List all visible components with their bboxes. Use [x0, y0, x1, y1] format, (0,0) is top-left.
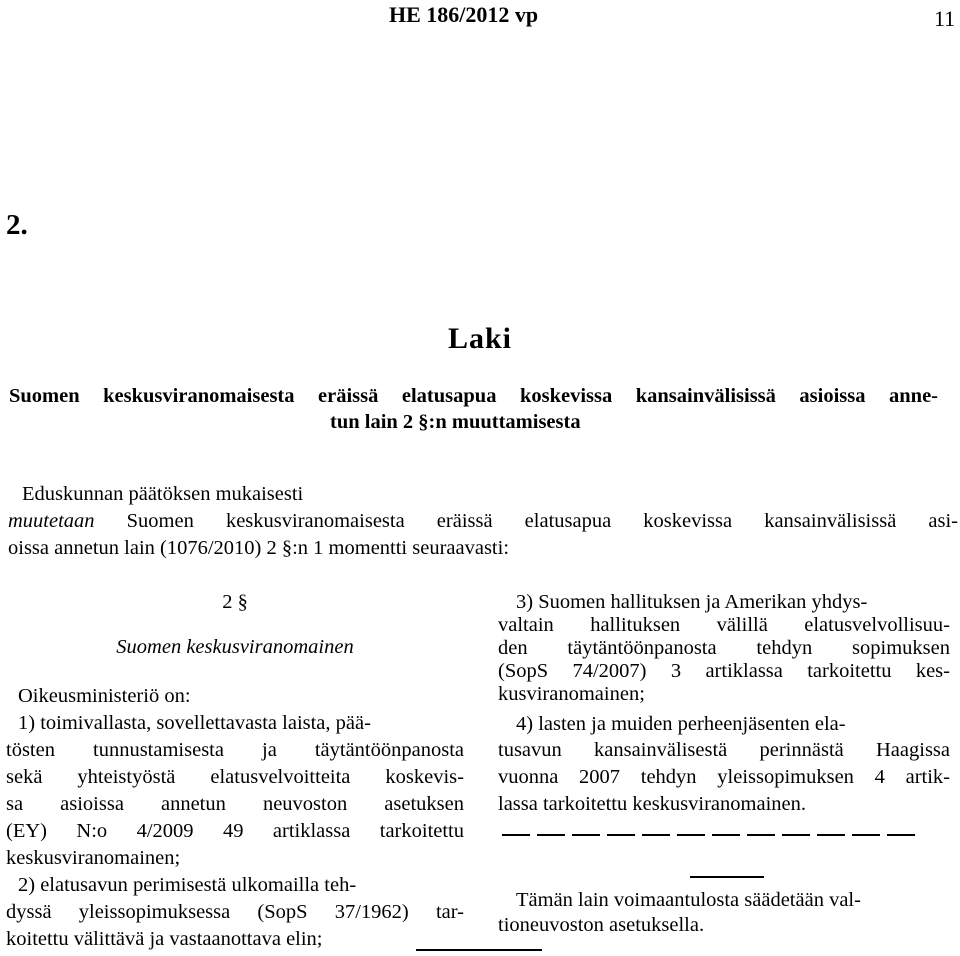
- separator-line: [690, 876, 764, 878]
- dash: [502, 834, 530, 836]
- left-column-line: tösten tunnustamisesta ja täytäntöönpanosta: [6, 739, 464, 761]
- section-number: 2 §: [222, 591, 248, 613]
- dash: [782, 834, 810, 836]
- entry-into-force-line: tioneuvoston asetuksella.: [498, 914, 705, 936]
- law-subtitle-line: Suomen keskusviranomaisesta eräissä elatusapua koskevissa kansainvälisissä asioissa anne-: [9, 385, 938, 407]
- left-column-line: (EY) N:o 4/2009 49 artiklassa tarkoitettu: [6, 820, 464, 842]
- right-column-line: 3) Suomen hallituksen ja Amerikan yhdys-: [516, 591, 868, 613]
- dash: [607, 834, 635, 836]
- right-column-line: vuonna 2007 tehdyn yleissopimuksen 4 artik-: [498, 766, 950, 788]
- dash: [572, 834, 600, 836]
- right-column-line: 4) lasten ja muiden perheenjäsenten ela-: [516, 713, 846, 735]
- dash: [852, 834, 880, 836]
- enactment-clause: Eduskunnan päätöksen mukaisesti: [22, 483, 304, 505]
- document-id: HE 186/2012 vp: [389, 2, 539, 27]
- page-number: 11: [934, 6, 956, 31]
- proposal-number: 2.: [6, 209, 28, 241]
- dash: [537, 834, 565, 836]
- dash: [712, 834, 740, 836]
- amendment-clause-end: oissa annetun lain (1076/2010) 2 §:n 1 momentti seuraavasti:: [8, 537, 510, 559]
- dash: [642, 834, 670, 836]
- amendment-clause: [8, 510, 958, 532]
- right-column-line: lassa tarkoitettu keskusviranomainen.: [498, 793, 806, 815]
- left-column-line: keskusviranomainen;: [6, 847, 181, 869]
- right-column-line: kusviranomainen;: [498, 683, 645, 705]
- amendment-verb: muutetaan: [8, 510, 95, 532]
- left-column-line: sa asioissa annetun neuvoston asetuksen: [6, 793, 464, 815]
- end-rule: [416, 949, 542, 951]
- dash: [747, 834, 775, 836]
- section-heading: Suomen keskusviranomainen: [116, 636, 354, 658]
- dash: [677, 834, 705, 836]
- right-column-line: (SopS 74/2007) 3 artiklassa tarkoitettu kes-: [498, 660, 950, 682]
- left-column-line: Oikeusministeriö on:: [18, 685, 191, 707]
- right-column-line: valtain hallituksen välillä elatusvelvollisuu-: [498, 614, 950, 636]
- left-column-line: 1) toimivallasta, sovellettavasta laista, pää-: [18, 712, 371, 734]
- right-column-line: den täytäntöönpanosta tehdyn sopimuksen: [498, 637, 950, 659]
- left-column-line: koitettu välittävä ja vastaanottava elin;: [6, 928, 323, 950]
- left-column-line: dyssä yleissopimuksessa (SopS 37/1962) tar-: [6, 901, 464, 923]
- law-subtitle-line: tun lain 2 §:n muuttamisesta: [330, 411, 581, 433]
- dash: [817, 834, 845, 836]
- left-column-line: 2) elatusavun perimisestä ulkomailla teh-: [18, 874, 357, 896]
- right-column-line: tusavun kansainvälisestä perinnästä Haagissa: [498, 739, 950, 761]
- dash: [887, 834, 915, 836]
- amendment-text: Suomen keskusviranomaisesta eräissä elatusapua koskevissa kansainvälisissä asi-: [94, 510, 958, 532]
- law-title: Laki: [447, 322, 513, 355]
- left-column-line: sekä yhteistyöstä elatusvelvoitteita koskevis-: [6, 766, 464, 788]
- entry-into-force-line: Tämän lain voimaantulosta säädetään val-: [516, 889, 861, 911]
